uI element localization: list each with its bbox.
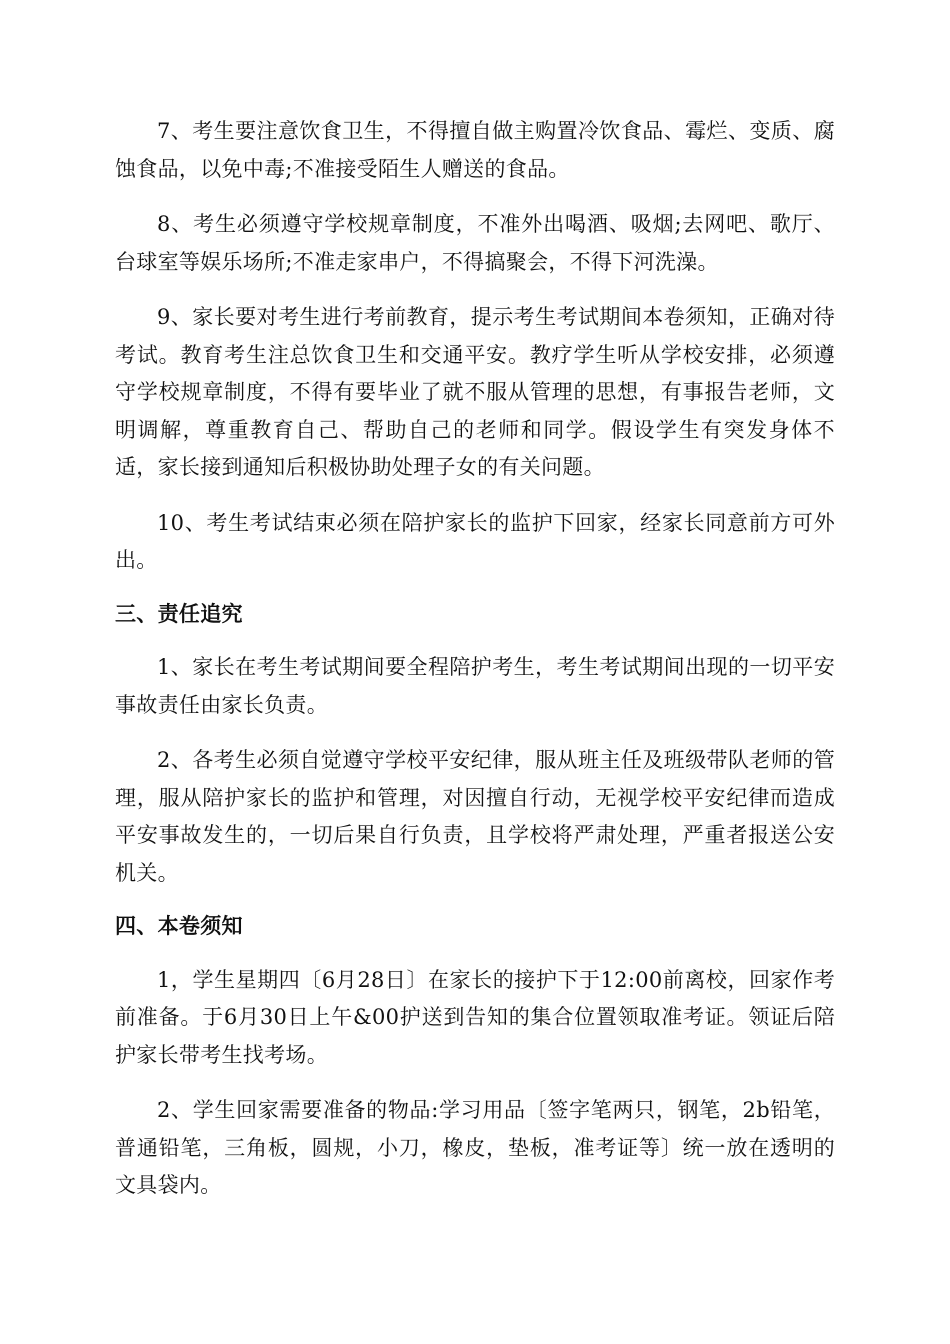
paragraph-item-10: 10、考生考试结束必须在陪护家长的监护下回家，经家长同意前方可外出。 — [115, 510, 835, 572]
section-heading-notes: 四、本卷须知 — [115, 914, 243, 938]
paragraph-notes-2: 2、学生回家需要准备的物品:学习用品〔签字笔两只，钢笔，2b铅笔，普通铅笔，三角板，圆规，小刀，橡皮，垫板，准考证等〕统一放在透明的文具袋内。 — [115, 1098, 835, 1197]
paragraph-item-9: 9、家长要对考生进行考前教育，提示考生考试期间本卷须知，正确对待考试。教育考生注总饮食卫生和交通平安。教疗学生听从学校安排，必须遵守学校规章制度，不得有要毕业了就不服从管理的思想，有事报告老师，文明调解，尊重教育自己、帮助自己的老师和同学。假设学生有突发身体不适，家长接到通知后积极协助处理子女的有关问题。 — [115, 305, 835, 479]
paragraph-notes-1: 1，学生星期四〔6月28日〕在家长的接护下于12:00前离校，回家作考前准备。于6月30日上午&00护送到告知的集合位置领取准考证。领证后陪护家长带考生找考场。 — [115, 967, 835, 1067]
paragraph-responsibility-2: 2、各考生必须自觉遵守学校平安纪律，服从班主任及班级带队老师的管理，服从陪护家长的监护和管理，对因擅自行动，无视学校平安纪律而造成平安事故发生的，一切后果自行负责，且学校将严肃处理，严重者报送公安机关。 — [115, 748, 835, 885]
document-page — [115, 0, 835, 1205]
paragraph-responsibility-1: 1、家长在考生考试期间要全程陪护考生，考生考试期间出现的一切平安事故责任由家长负责。 — [115, 655, 835, 717]
section-heading-responsibility: 三、责任追究 — [115, 601, 243, 626]
paragraph-item-7: 7、考生要注意饮食卫生，不得擅自做主购置冷饮食品、霉烂、变质、腐蚀食品，以免中毒;不准接受陌生人赠送的食品。 — [115, 119, 835, 181]
paragraph-item-8: 8、考生必须遵守学校规章制度，不准外出喝酒、吸烟;去网吧、歌厅、台球室等娱乐场所;不准走家串户，不得搞聚会，不得下河洗澡。 — [115, 212, 835, 274]
